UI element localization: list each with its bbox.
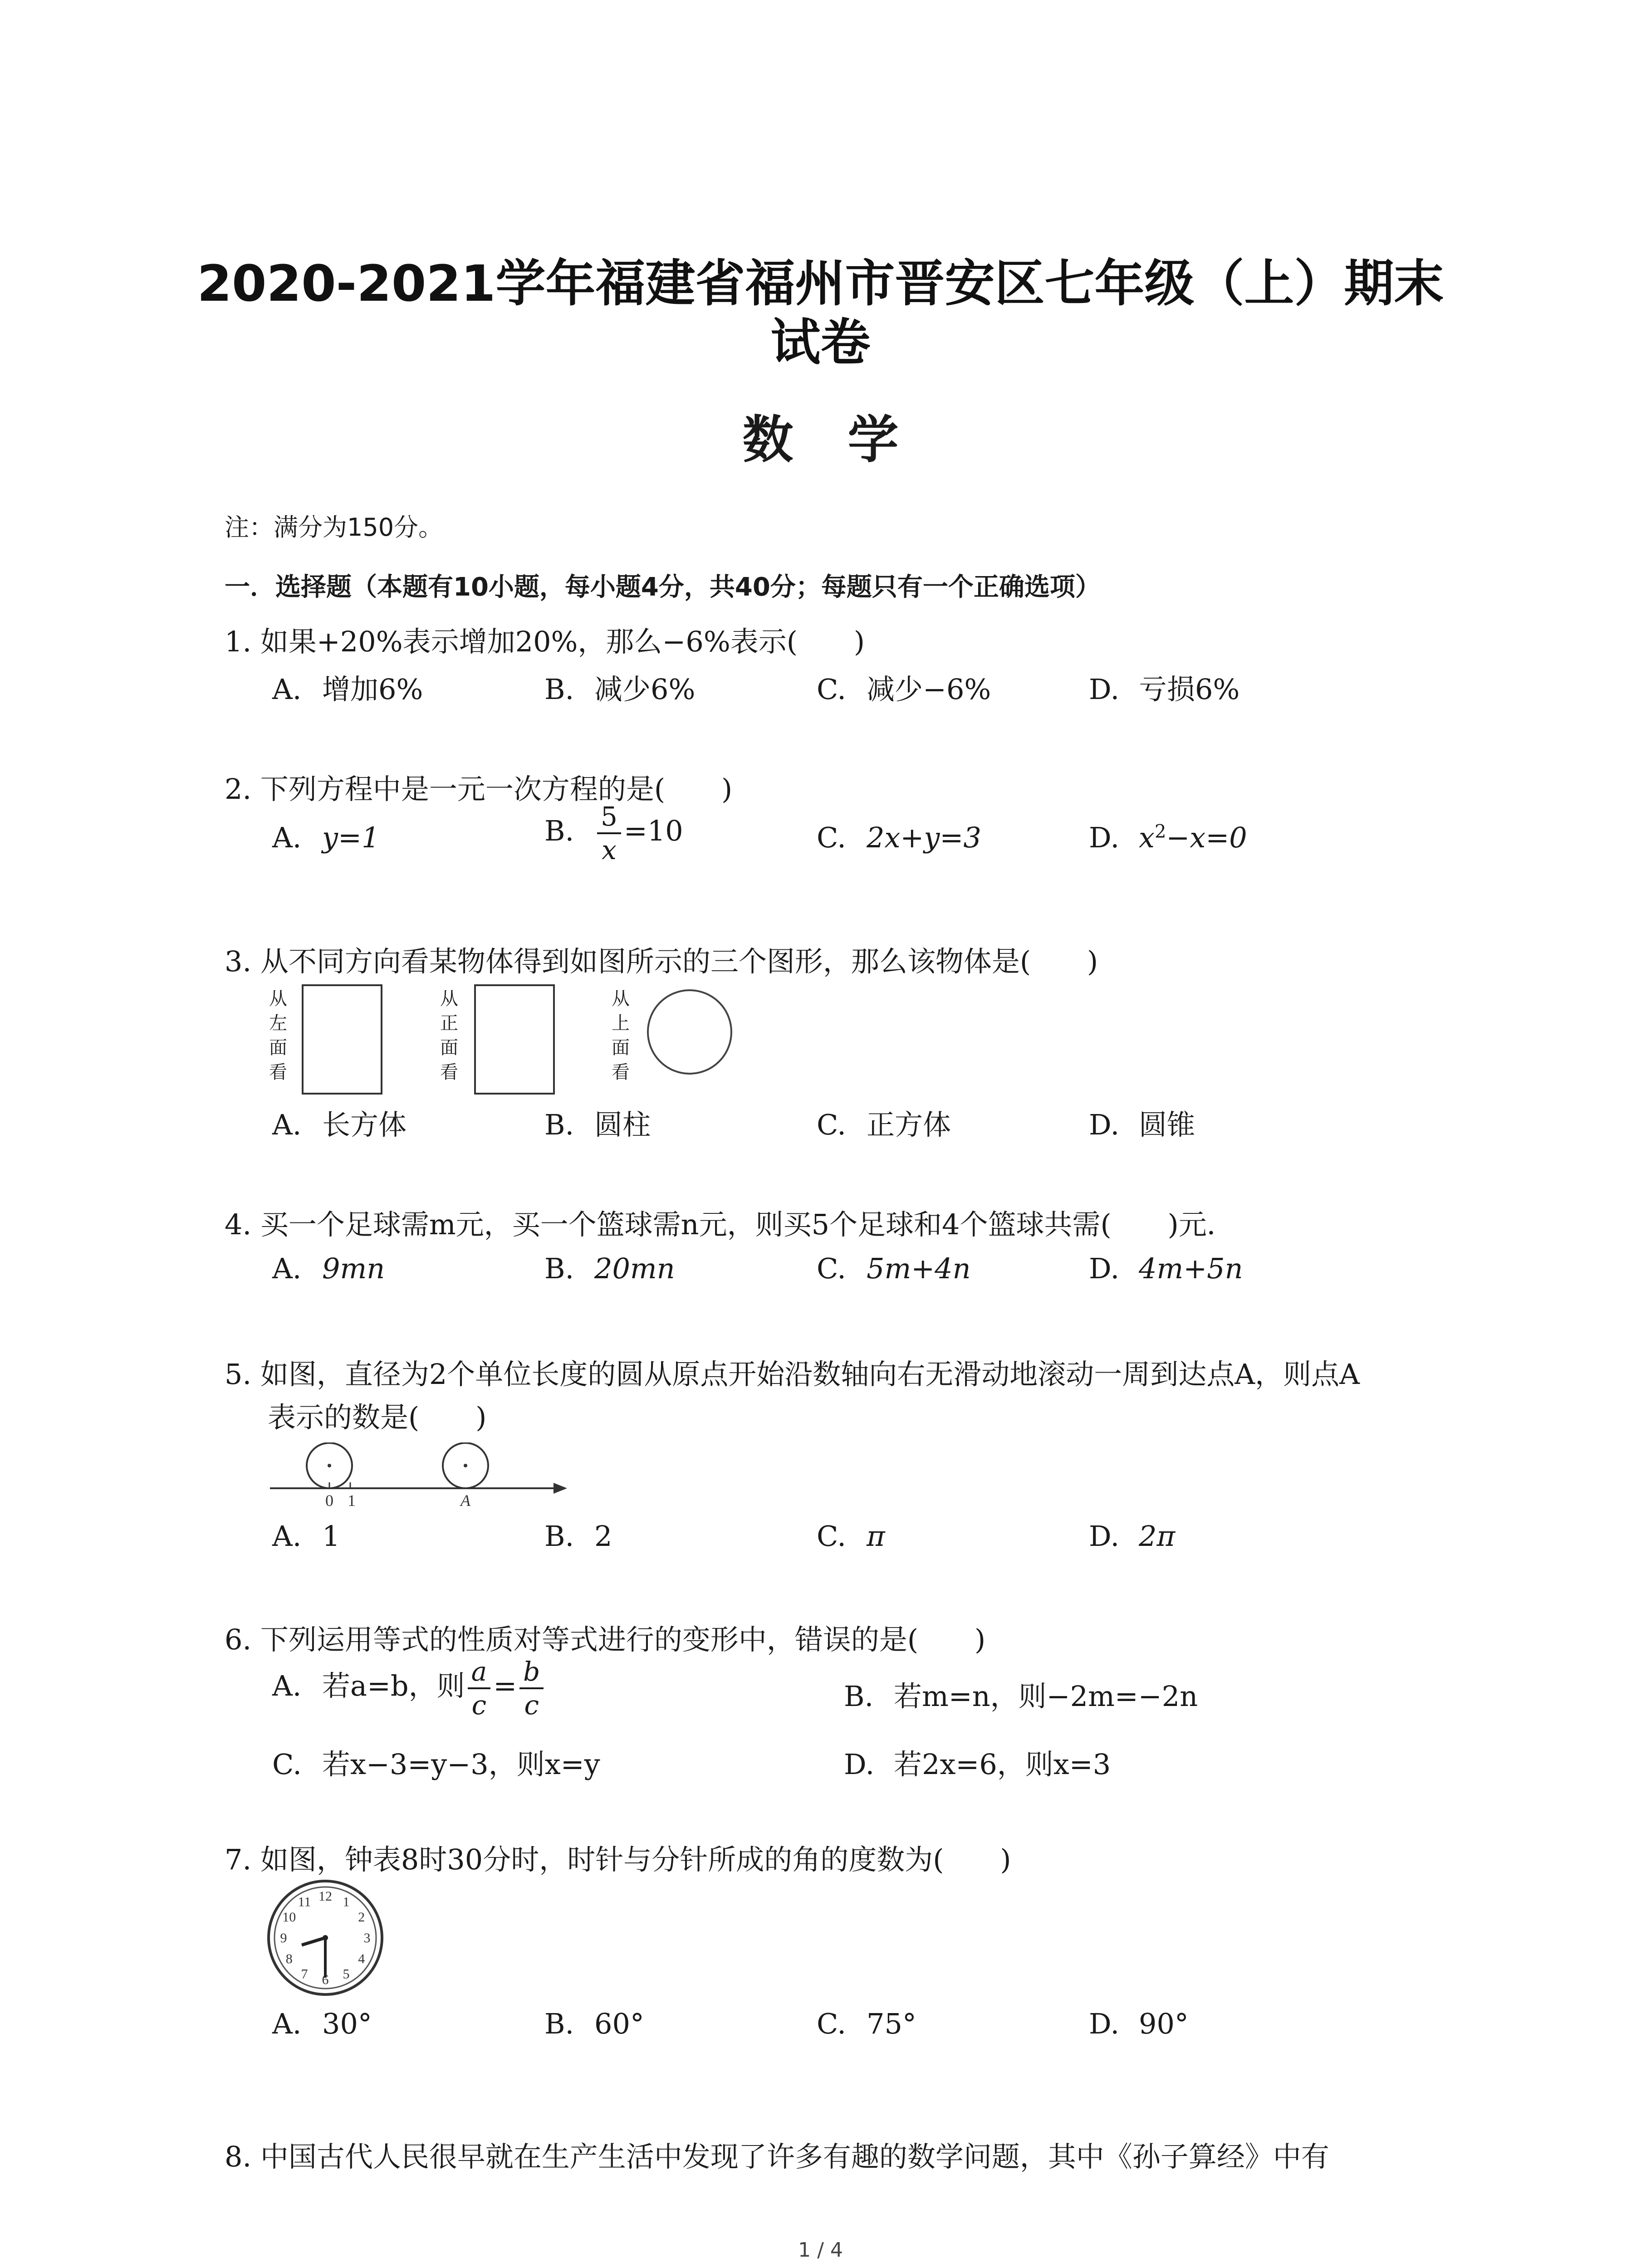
circle-center-dot (328, 1464, 331, 1467)
option-text: x (1139, 821, 1155, 854)
option-letter: C. (817, 673, 846, 706)
question-1: 1. 如果+20%表示增加20%，那么−6%表示( ) (225, 625, 865, 658)
option-text: 60° (594, 2007, 644, 2040)
fraction (597, 801, 621, 866)
q6-option-c (272, 1742, 600, 1782)
option-letter: C. (272, 1748, 302, 1781)
option-letter: A. (272, 673, 302, 706)
option-letter: C. (817, 1520, 846, 1553)
option-letter: A. (272, 1252, 302, 1285)
fraction-numerator: b (519, 1656, 544, 1689)
q7-option-d (1089, 2007, 1189, 2040)
page-number: 1 / 4 (798, 2239, 843, 2262)
option-text: 若m=n，则−2m=−2n (894, 1680, 1198, 1713)
q3-option-a (272, 1102, 407, 1143)
q7-option-b (544, 2007, 644, 2040)
clock-number: 5 (343, 1966, 350, 1982)
fraction-denominator: c (471, 1690, 487, 1721)
option-text: 增加6% (322, 673, 423, 706)
clock-number: 6 (322, 1972, 329, 1987)
tick-label-0: 0 (325, 1491, 333, 1510)
option-text: 2x+y=3 (867, 821, 981, 854)
option-letter: D. (1089, 821, 1120, 854)
page-title-line1: 2020-2021学年福建省福州市晋安区七年级（上）期末 (197, 254, 1444, 313)
option-letter: A. (272, 821, 302, 854)
clock-number: 9 (280, 1931, 287, 1945)
score-note: 注：满分为150分。 (225, 513, 443, 542)
option-text: 正方体 (867, 1108, 951, 1141)
clock-number: 12 (318, 1889, 332, 1904)
option-letter: D. (1089, 1252, 1120, 1285)
question-2: 2. 下列方程中是一元一次方程的是( ) (225, 772, 733, 806)
clock-number: 8 (285, 1951, 293, 1966)
option-text: π (867, 1520, 885, 1553)
option-letter: A. (272, 1108, 302, 1141)
option-letter: C. (817, 1252, 846, 1285)
question-5-line2: 表示的数是( ) (268, 1401, 487, 1434)
q7-option-c (817, 2007, 916, 2040)
question-6: 6. 下列运用等式的性质对等式进行的变形中，错误的是( ) (225, 1623, 986, 1656)
option-text: 减少6% (594, 673, 696, 706)
fraction-numerator: a (468, 1656, 491, 1689)
q5-option-c (817, 1520, 885, 1553)
left-view-rectangle (302, 984, 382, 1095)
option-letter: C. (817, 2007, 846, 2040)
option-letter: D. (1089, 1520, 1120, 1553)
fraction-denominator: c (524, 1690, 539, 1721)
option-text: y=1 (322, 821, 380, 854)
option-text: 圆锥 (1139, 1108, 1195, 1141)
circle-center-dot (464, 1464, 467, 1467)
option-letter: C. (817, 821, 846, 854)
option-text: 若x−3=y−3，则x=y (322, 1748, 600, 1781)
q5-option-d (1089, 1520, 1175, 1553)
question-3: 3. 从不同方向看某物体得到如图所示的三个图形，那么该物体是( ) (225, 945, 1098, 978)
q6-option-b (844, 1674, 1198, 1714)
view-label-front: 从正面看 (440, 988, 458, 1083)
q4-option-d (1089, 1252, 1243, 1285)
option-letter: A. (272, 2007, 302, 2040)
q6-option-a (272, 1656, 546, 1721)
question-4: 4. 买一个足球需m元，买一个篮球需n元，则买5个足球和4个篮球共需( )元． (225, 1208, 1235, 1241)
clock-number: 4 (358, 1951, 365, 1966)
option-letter: D. (1089, 1108, 1120, 1141)
clock-number: 10 (282, 1910, 296, 1925)
option-letter: B. (544, 1252, 574, 1285)
tick-label-1: 1 (348, 1491, 356, 1510)
option-text: 亏损6% (1139, 673, 1240, 706)
subject-title: 数学 (742, 411, 953, 469)
section-heading: 一．选择题（本题有10小题，每小题4分，共40分；每题只有一个正确选项） (225, 572, 1101, 602)
fraction-denominator: x (602, 835, 617, 865)
option-letter: D. (1089, 673, 1120, 706)
option-text: 长方体 (322, 1108, 407, 1141)
option-letter: D. (844, 1748, 875, 1781)
q2-option-d (1089, 821, 1247, 854)
q3-option-c (817, 1102, 951, 1143)
fraction (519, 1656, 544, 1721)
clock-number: 3 (363, 1931, 371, 1945)
view-label-left: 从左面看 (269, 988, 287, 1083)
option-text: 2 (594, 1520, 612, 1553)
option-text: 9mn (322, 1252, 385, 1285)
q2-option-a (272, 821, 379, 854)
option-letter: B. (544, 2007, 574, 2040)
question-5-line1: 5. 如图，直径为2个单位长度的圆从原点开始沿数轴向右无滑动地滚动一周到达点A，则点A (225, 1358, 1360, 1391)
option-text: 20mn (594, 1252, 675, 1285)
option-letter: B. (844, 1680, 874, 1713)
tick-label-a: A (460, 1491, 470, 1510)
clock-figure (265, 1878, 386, 1998)
option-text: 圆柱 (594, 1108, 651, 1141)
q4-option-b (544, 1252, 675, 1285)
option-letter: B. (544, 673, 574, 706)
clock-number: 2 (358, 1910, 365, 1925)
q7-option-a (272, 2007, 372, 2040)
option-text: −x=0 (1166, 821, 1247, 854)
option-letter: D. (1089, 2007, 1120, 2040)
option-text: 若2x=6，则x=3 (894, 1748, 1111, 1781)
q4-option-c (817, 1252, 971, 1285)
fraction (468, 1656, 491, 1721)
option-text: 75° (867, 2007, 916, 2040)
hour-hand (302, 1938, 325, 1945)
superscript: 2 (1154, 821, 1166, 842)
option-text: 2π (1139, 1520, 1176, 1553)
option-letter: C. (817, 1108, 846, 1141)
fraction-numerator: 5 (597, 801, 621, 834)
option-text: 4m+5n (1139, 1252, 1243, 1285)
option-letter: A. (272, 1520, 302, 1553)
option-text: =10 (623, 814, 683, 848)
q1-option-c (817, 667, 991, 707)
axis-arrow (554, 1483, 567, 1494)
option-letter: B. (544, 814, 574, 848)
question-8: 8. 中国古代人民很早就在生产生活中发现了许多有趣的数学问题，其中《孙子算经》中有 (225, 2140, 1329, 2173)
number-line-figure (268, 1442, 576, 1515)
q1-option-b (544, 667, 695, 707)
option-text: 90° (1139, 2007, 1189, 2040)
q4-option-a (272, 1252, 385, 1285)
view-label-top: 从上面看 (612, 988, 630, 1083)
q5-option-a (272, 1520, 340, 1553)
q1-option-a (272, 667, 423, 707)
q2-option-b (544, 801, 683, 866)
q1-option-d (1089, 667, 1239, 707)
equals-sign: = (493, 1669, 517, 1703)
q3-option-d (1089, 1102, 1195, 1143)
page-title-line2: 试卷 (770, 313, 871, 371)
clock-center-dot (323, 1935, 328, 1941)
clock-number: 11 (298, 1894, 311, 1910)
q3-option-b (544, 1102, 651, 1143)
question-7: 7. 如图，钟表8时30分时，时针与分针所成的角的度数为( ) (225, 1843, 1011, 1876)
option-letter: A. (272, 1669, 302, 1703)
option-text: 5m+4n (867, 1252, 971, 1285)
clock-number: 7 (301, 1966, 308, 1982)
option-letter: B. (544, 1520, 574, 1553)
q2-option-c (817, 821, 981, 854)
option-text: 1 (322, 1520, 340, 1553)
clock-number: 1 (343, 1894, 350, 1910)
option-letter: B. (544, 1108, 574, 1141)
q5-option-b (544, 1520, 612, 1553)
option-text: 30° (322, 2007, 372, 2040)
q6-option-d (844, 1742, 1111, 1782)
option-text: 减少−6% (867, 673, 991, 706)
front-view-rectangle (474, 984, 555, 1095)
top-view-circle (644, 987, 735, 1077)
option-text: 若a=b，则 (322, 1669, 465, 1703)
